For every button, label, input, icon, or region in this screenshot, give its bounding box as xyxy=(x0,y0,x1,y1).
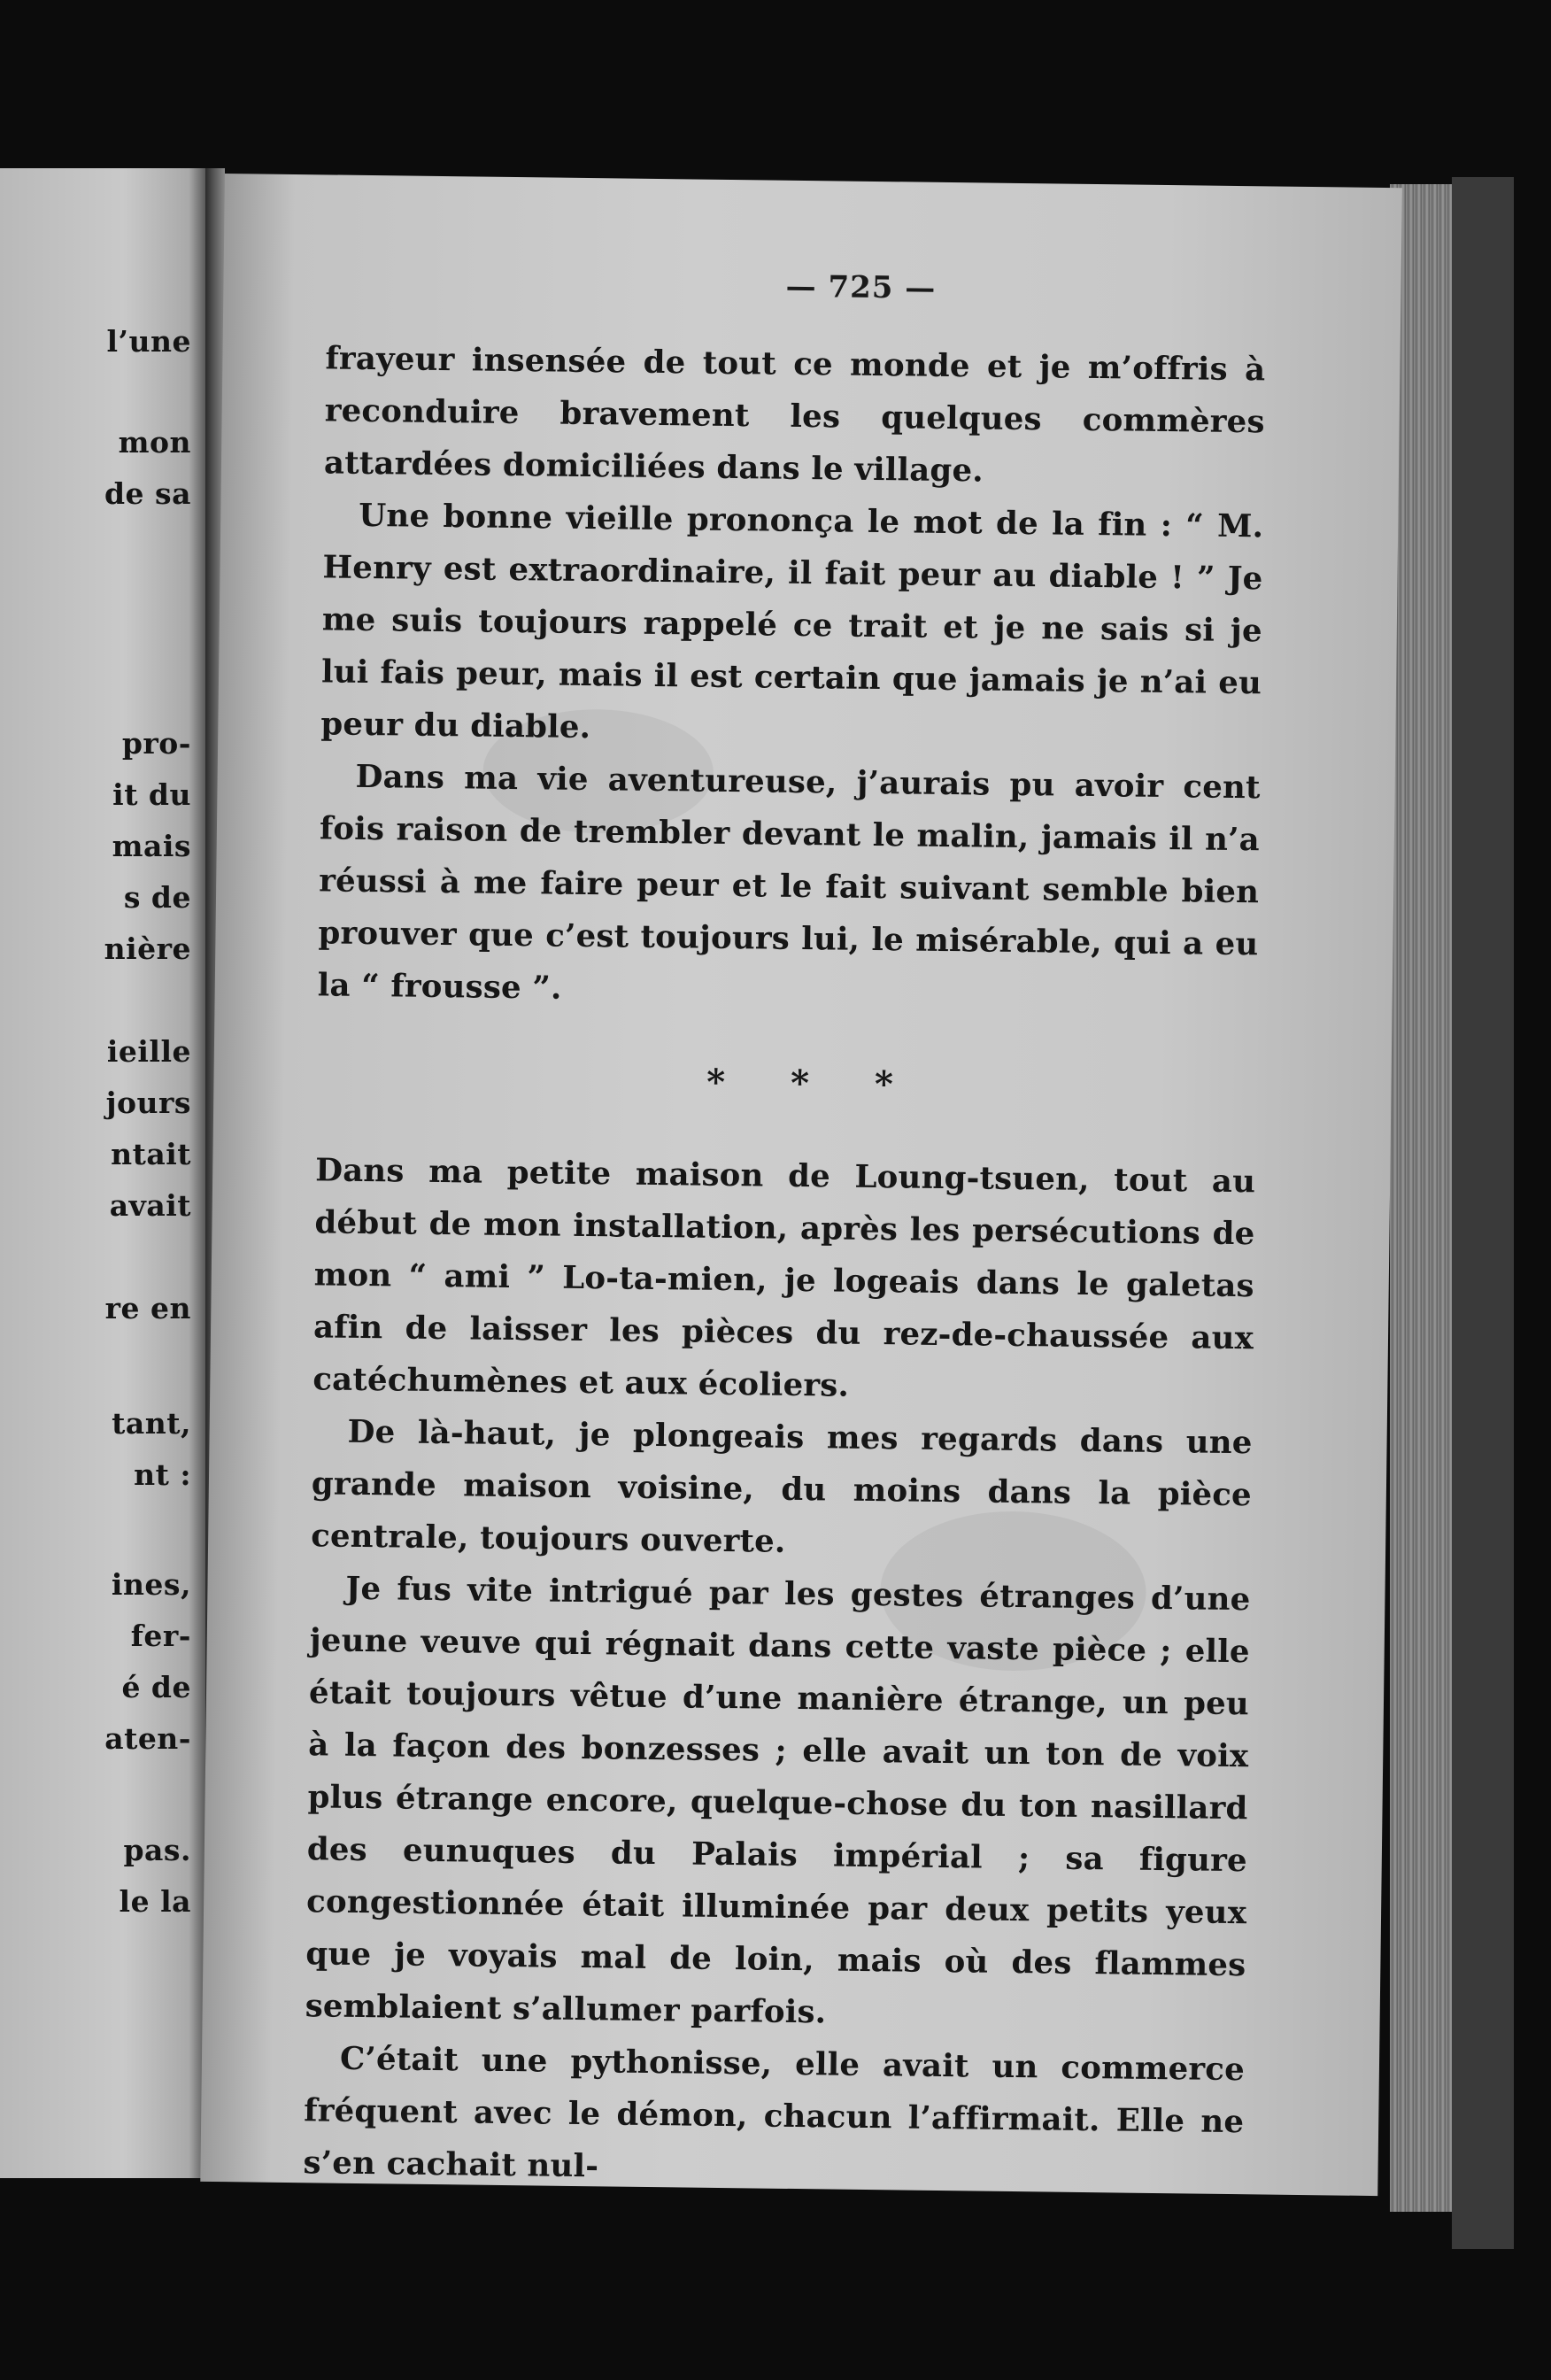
left-page-fragment: fer- xyxy=(130,1619,191,1653)
left-page xyxy=(0,168,205,2178)
left-page-fragment: jours xyxy=(105,1086,191,1120)
left-page-fragment: pro- xyxy=(121,726,191,761)
body-text xyxy=(303,332,1266,2200)
paragraph: Dans ma petite maison de Loung-tsuen, tout au début de mon installation, après les persécutions de mon “ ami ” Lo-ta-mien, je logeais dans le galetas afin de laisser les pièces du rez-de-chaussée aux catéchumènes et aux écoliers. xyxy=(313,1152,1256,1404)
left-page-fragment: nt : xyxy=(134,1457,191,1492)
page-edges xyxy=(1390,184,1454,2212)
paragraph: frayeur insensée de tout ce monde et je m’offris à reconduire bravement les quelques commères attardées domiciliées dans le village. xyxy=(323,340,1266,490)
left-page-fragment: nière xyxy=(104,931,191,966)
paragraph: Je fus vite intrigué par les gestes étranges d’une jeune veuve qui régnait dans cette vaste pièce ; elle était toujours vêtue d’une manière étrange, un peu à la façon des bonzesses ; elle avait un ton de voix plus étrange encore, quelque-chose du ton nasillard des eunuques du Palais impérial ; sa figure congestionnée était illuminée par deux petits yeux que je voyais mal de loin, mais où des flammes semblaient s’allumer parfois. xyxy=(305,1570,1251,2031)
left-page-fragment: mon xyxy=(118,425,191,460)
left-page-fragment: tant, xyxy=(112,1406,191,1441)
left-page-fragment: s de xyxy=(123,880,191,915)
left-page-fragment: aten- xyxy=(104,1721,191,1756)
page-number: — 725 — xyxy=(785,268,937,306)
paragraph: C’était une pythonisse, elle avait un commerce fréquent avec le démon, chacun l’affirmait. Elle ne s’en cachait nul- xyxy=(303,2040,1246,2185)
left-page-fragment: ines, xyxy=(111,1567,191,1602)
right-page xyxy=(200,174,1402,2196)
left-page-fragment: é de xyxy=(121,1670,191,1704)
section-break: * * * xyxy=(706,1061,921,1106)
book-cover-edge xyxy=(1452,177,1514,2249)
left-page-fragment: mais xyxy=(112,829,191,863)
paragraph: Une bonne vieille prononça le mot de la fin : “ M. Henry est extraordinaire, il fait peur au diable ! ” Je me suis toujours rappelé ce trait et je ne sais si je lui fais peur, mais il est certain que jamais je n’ai eu peur du diable. xyxy=(320,497,1264,746)
left-page-fragment: ieille xyxy=(106,1034,191,1069)
left-page-fragment: l’une xyxy=(106,324,191,359)
left-page-fragment: pas. xyxy=(123,1833,191,1867)
left-page-fragment: de sa xyxy=(104,476,191,511)
left-page-fragment: le la xyxy=(119,1884,191,1919)
paragraph: De là-haut, je plongeais mes regards dans une grande maison voisine, du moins dans la pièce centrale, toujours ouverte. xyxy=(310,1413,1253,1560)
left-page-fragment: re en xyxy=(104,1291,191,1325)
left-page-fragment: it du xyxy=(112,777,191,812)
paragraph: Dans ma vie aventureuse, j’aurais pu avoir cent fois raison de trembler devant le malin, jamais il n’a réussi à me faire peur et le fait suivant semble bien prouver que c’est toujours lui, le misérable, qui a eu la “ frousse ”. xyxy=(317,758,1261,1007)
left-page-fragment: ntait xyxy=(111,1137,191,1171)
left-page-fragment: avait xyxy=(109,1188,191,1223)
